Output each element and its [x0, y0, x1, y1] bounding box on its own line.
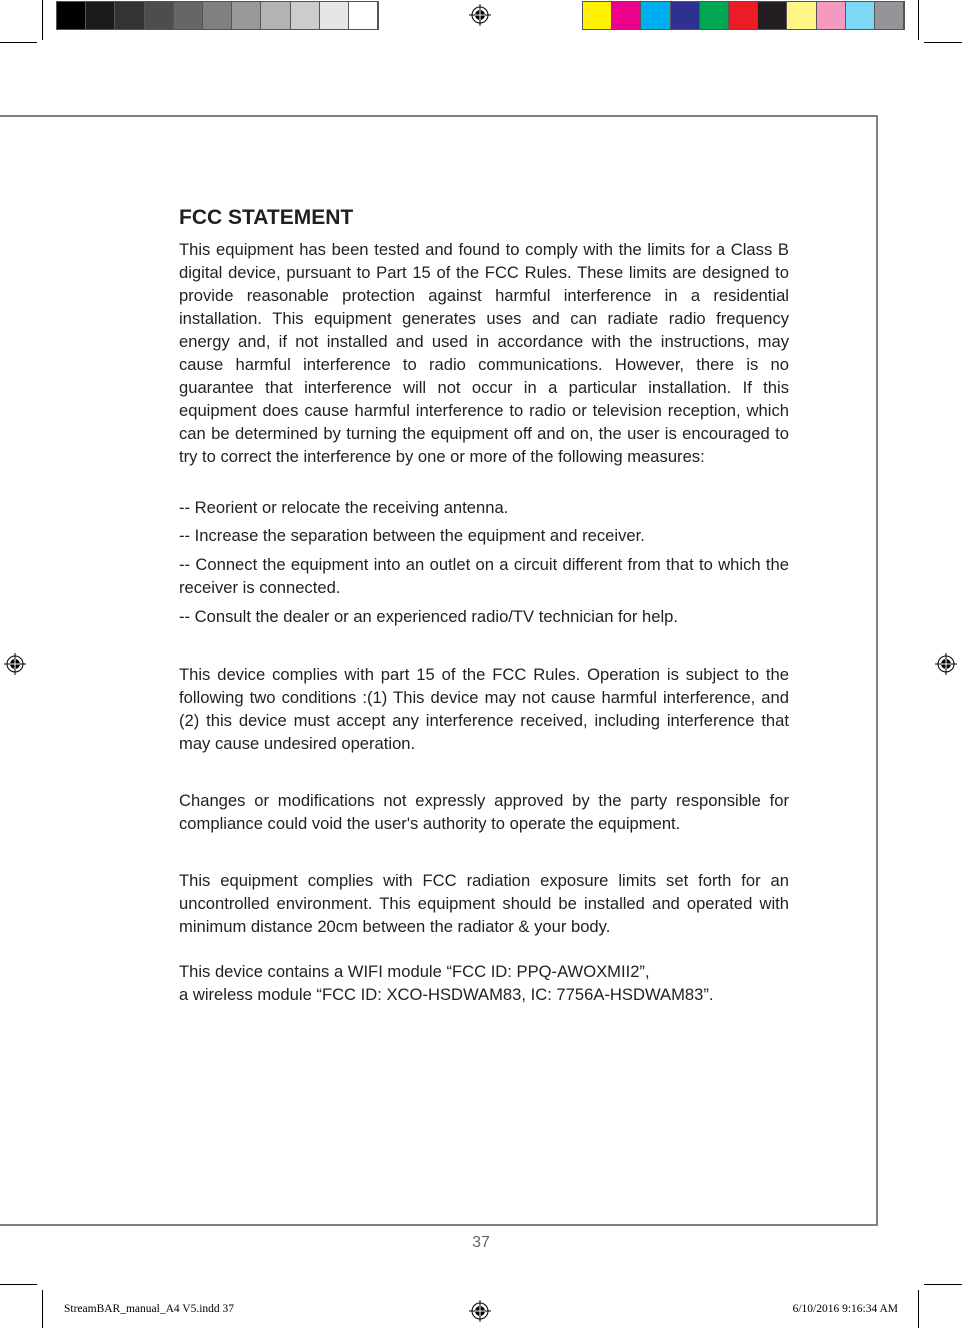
slug-filename: StreamBAR_manual_A4 V5.indd 37	[64, 1303, 235, 1315]
crop-mark	[42, 1290, 43, 1328]
color-swatch	[612, 2, 641, 29]
crop-mark	[918, 1290, 919, 1328]
crop-mark	[0, 42, 37, 43]
slug-datetime: 6/10/2016 9:16:34 AM	[792, 1303, 898, 1315]
process-color-bar	[582, 1, 905, 30]
measure-item	[179, 605, 789, 628]
color-swatch	[203, 2, 232, 29]
crop-mark	[918, 0, 919, 40]
measure-text: -- Connect the equipment into an outlet on a circuit different from that to which the receiver is connected.	[179, 555, 789, 597]
color-swatch	[232, 2, 261, 29]
registration-mark-icon	[935, 653, 957, 675]
color-swatch	[583, 2, 612, 29]
color-swatch	[174, 2, 203, 29]
paragraph-modifications	[179, 789, 789, 835]
measure-text: -- Consult the dealer or an experienced radio/TV technician for help.	[179, 607, 679, 626]
color-swatch	[641, 2, 670, 29]
color-swatch	[291, 2, 320, 29]
measure-item	[179, 524, 789, 547]
grayscale-color-bar	[56, 1, 379, 30]
paragraph-text: This device complies with part 15 of the FCC Rules. Operation is subject to the following two conditions :(1) This device may not cause harmful interference, and (2) this device must accept any interference received, including interference that may cause undesired operation.	[179, 665, 789, 753]
crop-mark	[924, 42, 962, 43]
paragraph-fcc-limits	[179, 238, 789, 468]
color-swatch	[700, 2, 729, 29]
color-swatch	[261, 2, 290, 29]
color-swatch	[86, 2, 115, 29]
registration-mark-icon	[469, 1300, 491, 1322]
paragraph-text: This equipment has been tested and found to comply with the limits for a Class B digital device, pursuant to Part 15 of the FCC Rules. These limits are designed to provide reasonable protection against harmful interference in a residential installation. This equipment generates uses and can radiate radio frequency energy and, if not installed and used in accordance with the instructions, may cause harmful interference to radio communications. However, there is no guarantee that interference will not occur in a particular installation. If this equipment does cause harmful interference to radio or television reception, which can be determined by turning the equipment off and on, the user is encouraged to try to correct the interference by one or more of the following measures:	[179, 240, 789, 466]
color-swatch	[817, 2, 846, 29]
color-swatch	[787, 2, 816, 29]
color-swatch	[729, 2, 758, 29]
measure-item	[179, 553, 789, 599]
crop-mark	[42, 0, 43, 40]
crop-mark	[924, 1284, 962, 1285]
color-swatch	[758, 2, 787, 29]
paragraph-part15	[179, 663, 789, 755]
paragraph-module-ids	[179, 960, 789, 1006]
color-swatch	[846, 2, 875, 29]
color-swatch	[115, 2, 144, 29]
paragraph-text: Changes or modifications not expressly approved by the party responsible for compliance could void the user's authority to operate the equipment.	[179, 791, 789, 833]
paragraph-text: a wireless module “FCC ID: XCO-HSDWAM83, IC: 7756A-HSDWAM83”.	[179, 985, 714, 1004]
measure-text: -- Reorient or relocate the receiving antenna.	[179, 498, 509, 517]
measure-text: -- Increase the separation between the equipment and receiver.	[179, 526, 645, 545]
color-swatch	[671, 2, 700, 29]
section-heading: FCC STATEMENT	[179, 206, 354, 229]
paragraph-radiation	[179, 869, 789, 938]
color-swatch	[145, 2, 174, 29]
color-swatch	[320, 2, 349, 29]
color-swatch	[349, 2, 378, 29]
measure-item	[179, 496, 789, 519]
color-swatch	[57, 2, 86, 29]
crop-mark	[0, 1284, 37, 1285]
registration-mark-icon	[469, 4, 491, 26]
paragraph-text: This equipment complies with FCC radiation exposure limits set forth for an uncontrolled environment. This equipment should be installed and operated with minimum distance 20cm between the radiator & your body.	[179, 871, 789, 936]
paragraph-text: This device contains a WIFI module “FCC ID: PPQ-AWOXMII2”,	[179, 962, 650, 981]
page-number: 37	[472, 1234, 490, 1251]
color-swatch	[875, 2, 904, 29]
